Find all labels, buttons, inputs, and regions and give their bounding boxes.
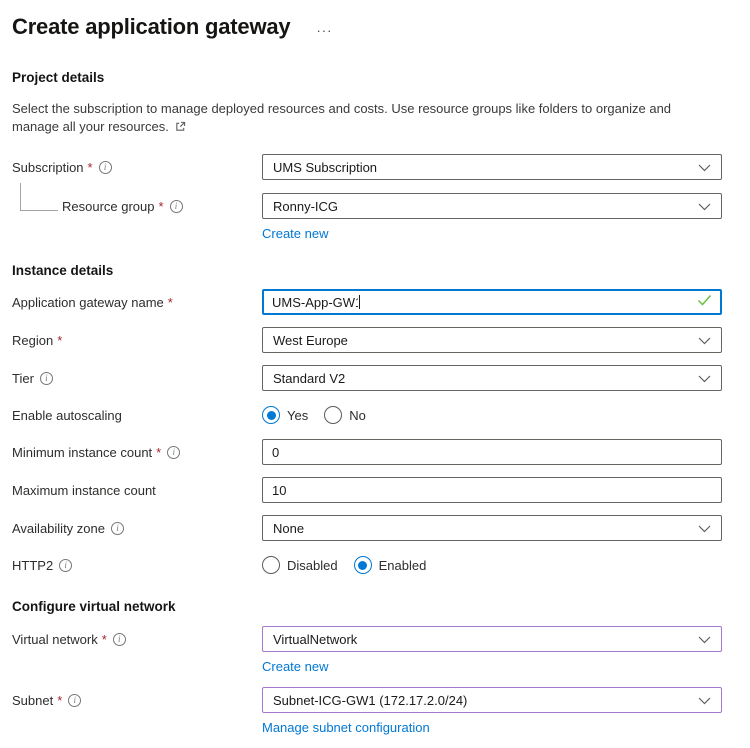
http2-row bbox=[12, 553, 738, 577]
availability-zone-label-group bbox=[12, 521, 262, 536]
autoscaling-no-radio[interactable] bbox=[324, 406, 366, 424]
availability-zone-dropdown[interactable] bbox=[262, 515, 722, 541]
virtual-network-create-new-link[interactable]: Create new bbox=[262, 659, 329, 675]
resource-group-row bbox=[12, 193, 738, 219]
hierarchy-connector-line bbox=[20, 183, 58, 211]
project-details-heading: Project details bbox=[12, 70, 105, 85]
required-asterisk: * bbox=[156, 444, 162, 460]
external-link-icon bbox=[175, 119, 186, 137]
virtual-network-label: Virtual network bbox=[12, 631, 98, 647]
valid-check-icon bbox=[697, 293, 712, 311]
max-instance-count-label-group bbox=[12, 483, 262, 498]
more-options-button[interactable]: ··· bbox=[316, 23, 333, 38]
app-gateway-name-row bbox=[12, 289, 738, 315]
enable-autoscaling-label: Enable autoscaling bbox=[12, 407, 122, 423]
tier-info-icon[interactable]: i bbox=[40, 372, 53, 385]
radio-selected-icon bbox=[354, 556, 372, 574]
subnet-label: Subnet bbox=[12, 692, 54, 708]
resource-group-value: Ronny-ICG bbox=[273, 198, 339, 214]
http2-info-icon[interactable]: i bbox=[59, 559, 72, 572]
http2-disabled-radio[interactable] bbox=[262, 556, 338, 574]
chevron-down-icon bbox=[698, 521, 711, 536]
tier-label: Tier bbox=[12, 370, 34, 386]
autoscaling-yes-radio[interactable] bbox=[262, 406, 308, 424]
region-dropdown[interactable] bbox=[262, 327, 722, 353]
chevron-down-icon bbox=[698, 693, 711, 708]
min-instance-count-label: Minimum instance count bbox=[12, 444, 153, 460]
radio-unselected-icon bbox=[262, 556, 280, 574]
text-cursor bbox=[359, 295, 360, 309]
configure-vnet-heading: Configure virtual network bbox=[12, 599, 176, 615]
region-label: Region bbox=[12, 332, 54, 348]
autoscaling-no-label: No bbox=[349, 407, 366, 423]
chevron-down-icon bbox=[698, 333, 711, 348]
subnet-info-icon[interactable]: i bbox=[68, 694, 81, 707]
required-asterisk: * bbox=[57, 692, 63, 708]
virtual-network-info-icon[interactable]: i bbox=[113, 633, 126, 646]
max-instance-count-label: Maximum instance count bbox=[12, 482, 156, 498]
required-asterisk: * bbox=[158, 198, 164, 214]
max-instance-count-input[interactable] bbox=[262, 477, 722, 503]
subnet-value: Subnet-ICG-GW1 (172.17.2.0/24) bbox=[273, 692, 468, 708]
virtual-network-value: VirtualNetwork bbox=[273, 631, 358, 647]
enable-autoscaling-label-group bbox=[12, 408, 262, 423]
subnet-label-group bbox=[12, 693, 262, 708]
availability-zone-label: Availability zone bbox=[12, 520, 105, 536]
min-instance-count-label-group bbox=[12, 445, 262, 460]
page-title: Create application gateway bbox=[12, 14, 291, 39]
chevron-down-icon bbox=[698, 371, 711, 386]
subscription-row bbox=[12, 154, 738, 180]
http2-enabled-radio[interactable] bbox=[354, 556, 427, 574]
enable-autoscaling-radio-group bbox=[262, 403, 722, 427]
region-label-group bbox=[12, 333, 262, 348]
http2-radio-group bbox=[262, 553, 722, 577]
subscription-label: Subscription bbox=[12, 159, 84, 175]
page-header bbox=[12, 14, 738, 40]
instance-details-heading: Instance details bbox=[12, 263, 114, 279]
tier-label-group bbox=[12, 371, 262, 386]
http2-disabled-label: Disabled bbox=[287, 557, 338, 573]
max-instance-count-row bbox=[12, 477, 738, 503]
resource-group-dropdown[interactable] bbox=[262, 193, 722, 219]
resource-group-info-icon[interactable]: i bbox=[170, 200, 183, 213]
resource-group-label: Resource group bbox=[62, 198, 155, 214]
project-description bbox=[12, 100, 680, 136]
autoscaling-yes-label: Yes bbox=[287, 407, 309, 423]
tier-value: Standard V2 bbox=[273, 370, 346, 386]
tier-row bbox=[12, 365, 738, 391]
virtual-network-dropdown[interactable] bbox=[262, 626, 722, 652]
required-asterisk: * bbox=[87, 159, 93, 175]
virtual-network-label-group bbox=[12, 632, 262, 647]
radio-selected-icon bbox=[262, 406, 280, 424]
enable-autoscaling-row bbox=[12, 403, 738, 427]
chevron-down-icon bbox=[698, 199, 711, 214]
region-row bbox=[12, 327, 738, 353]
availability-zone-value: None bbox=[273, 520, 305, 536]
min-instance-count-info-icon[interactable]: i bbox=[167, 446, 180, 459]
app-gateway-name-label: Application gateway name bbox=[12, 294, 164, 310]
region-value: West Europe bbox=[273, 332, 348, 348]
project-description-text: Select the subscription to manage deployed resources and costs. Use resource groups like folders to organize and manage all your resources. bbox=[12, 101, 672, 134]
required-asterisk: * bbox=[57, 332, 63, 348]
tier-dropdown[interactable] bbox=[262, 365, 722, 391]
subscription-dropdown[interactable] bbox=[262, 154, 722, 180]
required-asterisk: * bbox=[167, 294, 173, 310]
app-gateway-name-input[interactable] bbox=[272, 295, 358, 310]
subscription-value: UMS Subscription bbox=[273, 159, 378, 175]
app-gateway-name-label-group bbox=[12, 295, 262, 310]
required-asterisk: * bbox=[101, 631, 107, 647]
radio-unselected-icon bbox=[324, 406, 342, 424]
subnet-row bbox=[12, 687, 738, 713]
chevron-down-icon bbox=[698, 632, 711, 647]
resource-group-create-new-link[interactable]: Create new bbox=[262, 226, 329, 242]
subscription-info-icon[interactable]: i bbox=[99, 161, 112, 174]
subscription-label-group bbox=[12, 160, 262, 175]
http2-label: HTTP2 bbox=[12, 557, 54, 573]
manage-subnet-configuration-link[interactable]: Manage subnet configuration bbox=[262, 720, 430, 736]
subnet-dropdown[interactable] bbox=[262, 687, 722, 713]
availability-zone-info-icon[interactable]: i bbox=[111, 522, 124, 535]
http2-label-group bbox=[12, 558, 262, 573]
availability-zone-row bbox=[12, 515, 738, 541]
min-instance-count-input[interactable] bbox=[262, 439, 722, 465]
chevron-down-icon bbox=[698, 160, 711, 175]
app-gateway-name-field bbox=[262, 289, 722, 315]
virtual-network-row bbox=[12, 626, 738, 652]
min-instance-count-row bbox=[12, 439, 738, 465]
resource-group-label-group bbox=[12, 199, 262, 214]
http2-enabled-label: Enabled bbox=[378, 557, 427, 573]
